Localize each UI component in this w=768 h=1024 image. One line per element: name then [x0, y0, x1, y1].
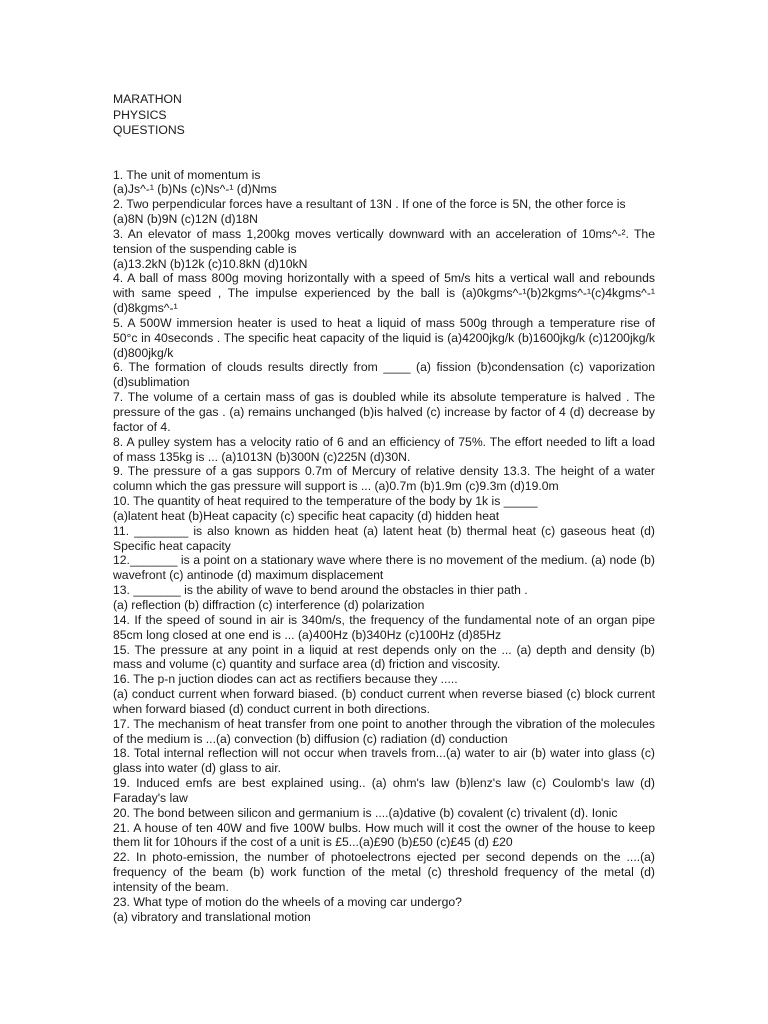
- question-11: 11. ________ is also known as hidden heat (a) latent heat (b) thermal heat (c) gaseous heat (d) Specific heat capacity: [113, 523, 655, 553]
- question-2: 2. Two perpendicular forces have a resultant of 13N . If one of the force is 5N, the other force is: [113, 197, 626, 212]
- question-20: 20. The bond between silicon and germanium is ....(a)dative (b) covalent (c) trivalent (d). Ionic: [113, 805, 618, 820]
- question-14: 14. If the speed of sound in air is 340m/s, the frequency of the fundamental note of an organ pipe 85cm long closed at one end is ... (a)400Hz (b)340Hz (c)100Hz (d)85Hz: [113, 612, 655, 642]
- question-3: 3. An elevator of mass 1,200kg moves vertically downward with an acceleration of 10ms^-². The tension of the suspending cable is: [113, 226, 655, 256]
- question-10: 10. The quantity of heat required to the temperature of the body by 1k is _____: [113, 494, 538, 509]
- question-1-options: (a)Js^-¹ (b)Ns (c)Ns^-¹ (d)Nms: [113, 182, 277, 197]
- question-13: 13. _______ is the ability of wave to bend around the obstacles in thier path .: [113, 583, 528, 598]
- question-16-options: (a) conduct current when forward biased. (b) conduct current when reverse biased (c) block current when forward biased (d) conduct current in both directions.: [113, 687, 655, 716]
- title-line-marathon: MARATHON: [113, 92, 182, 106]
- question-10-options: (a)latent heat (b)Heat capacity (c) specific heat capacity (d) hidden heat: [113, 508, 500, 523]
- document-page: [113, 92, 655, 925]
- question-12: 12._______ is a point on a stationary wave where there is no movement of the medium. (a) node (b) wavefront (c) antinode (d) maximum displacement: [113, 553, 655, 583]
- question-7: 7. The volume of a certain mass of gas is doubled while its absolute temperature is halved . The pressure of the gas . (a) remains unchanged (b)is halved (c) increase by factor of 4 (d) decrease by factor of 4.: [113, 390, 655, 434]
- question-4: 4. A ball of mass 800g moving horizontally with a speed of 5m/s hits a vertical wall and rebounds with same speed , The impulse experienced by the ball is (a)0kgms^-¹(b)2kgms^-¹(c)4kgms^-¹ (d)8kgms^-¹: [113, 271, 655, 316]
- question-list: [113, 168, 655, 925]
- question-5: 5. A 500W immersion heater is used to heat a liquid of mass 500g through a temperature rise of 50°c in 40seconds . The specific heat capacity of the liquid is (a)4200jkg/k (b)1600jkg/k (c)1200jkg/k (d)800jkg/k: [113, 315, 655, 360]
- question-17: 17. The mechanism of heat transfer from one point to another through the vibration of the molecules of the medium is ...(a) convection (b) diffusion (c) radiation (d) conduction: [113, 716, 655, 746]
- question-15: 15. The pressure at any point in a liquid at rest depends only on the ... (a) depth and density (b) mass and volume (c) quantity and surface area (d) friction and viscosity.: [113, 642, 655, 672]
- question-16: 16. The p-n juction diodes can act as rectifiers because they .....: [113, 672, 458, 687]
- question-13-options: (a) reflection (b) diffraction (c) interference (d) polarization: [113, 597, 425, 612]
- question-8: 8. A pulley system has a velocity ratio of 6 and an efficiency of 75%. The effort needed to lift a load of mass 135kg is ... (a)1013N (b)300N (c)225N (d)30N.: [113, 434, 655, 464]
- question-6: 6. The formation of clouds results directly from ____ (a) fission (b)condensation (c) vaporization (d)sublimation: [113, 360, 655, 390]
- question-23: 23. What type of motion do the wheels of a moving car undergo?: [113, 894, 462, 909]
- question-23-option-a: (a) vibratory and translational motion: [113, 909, 311, 924]
- question-1: 1. The unit of momentum is: [113, 167, 261, 182]
- document-title: [113, 92, 655, 139]
- question-3-options: (a)13.2kN (b)12k (c)10.8kN (d)10kN: [113, 256, 308, 271]
- question-19: 19. Induced emfs are best explained using.. (a) ohm's law (b)lenz's law (c) Coulomb's law (d) Faraday's law: [113, 776, 655, 805]
- title-line-physics: PHYSICS: [113, 107, 167, 122]
- title-line-questions: QUESTIONS: [113, 123, 185, 137]
- question-22: 22. In photo-emission, the number of photoelectrons ejected per second depends on the ....(a) frequency of the beam (b) work function of the metal (c) threshold frequency of the metal (d) intensity of the beam.: [113, 850, 655, 894]
- question-18: 18. Total internal reflection will not occur when travels from...(a) water to air (b) water into glass (c) glass into water (d) glass to air.: [113, 746, 655, 776]
- question-2-options: (a)8N (b)9N (c)12N (d)18N: [113, 212, 258, 227]
- question-21: 21. A house of ten 40W and five 100W bulbs. How much will it cost the owner of the house to keep them lit for 10hours if the cost of a unit is £5...(a)£90 (b)£50 (c)£45 (d) £20: [113, 820, 655, 850]
- question-9: 9. The pressure of a gas suppors 0.7m of Mercury of relative density 13.3. The height of a water column which the gas pressure will support is ... (a)0.7m (b)1.9m (c)9.3m (d)19.0m: [113, 464, 655, 494]
